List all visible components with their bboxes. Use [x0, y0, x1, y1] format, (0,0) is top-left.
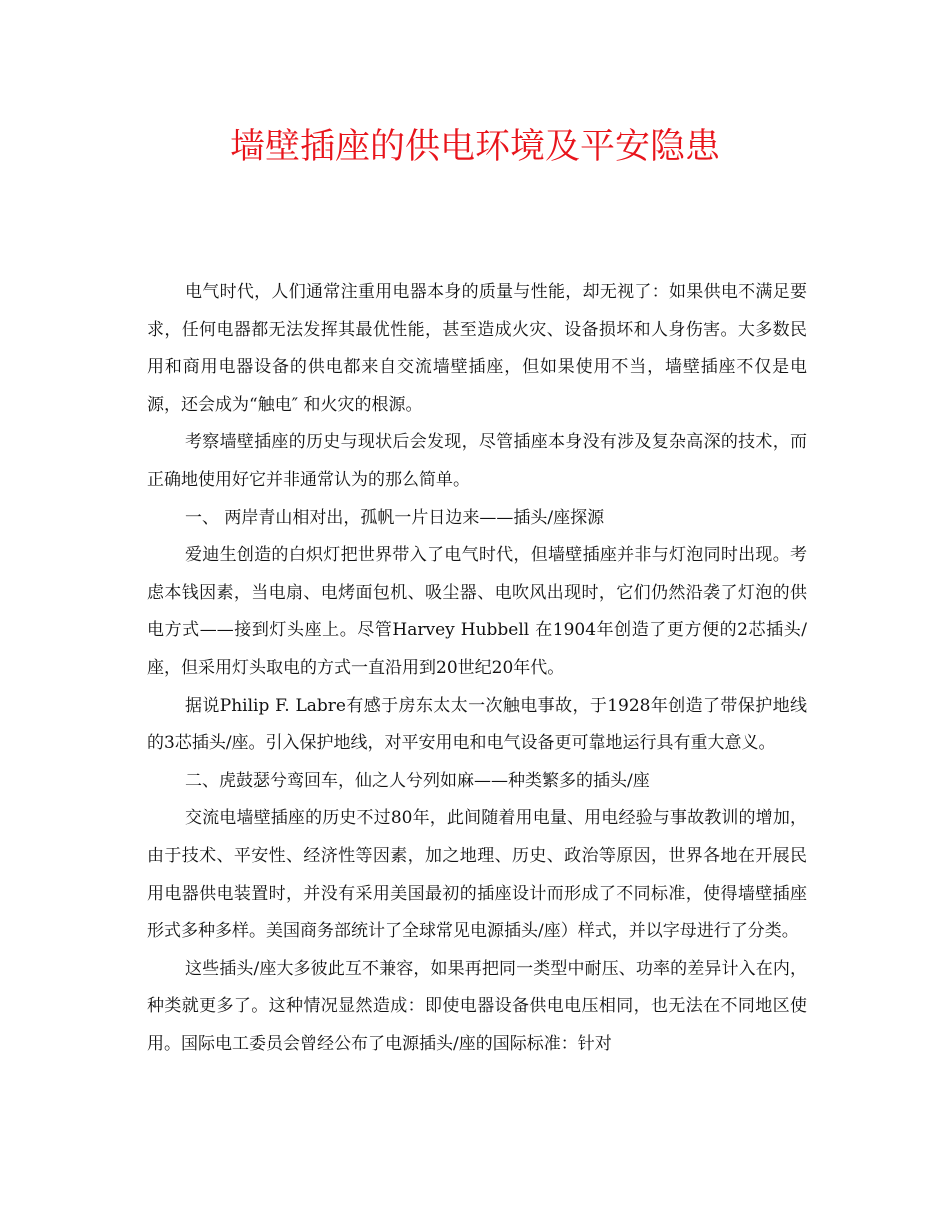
- document-title: 墙壁插座的供电环境及平安隐患: [229, 127, 720, 167]
- section-heading-1: 一、 两岸青山相对出，孤帆一片日边来——插头/座探源: [185, 507, 605, 528]
- document-body: [147, 274, 807, 1063]
- section-heading-2: 二、虎鼓瑟兮鸾回车，仙之人兮列如麻——种类繁多的插头/座: [185, 770, 650, 791]
- paragraph-history-overview: 考察墙壁插座的历史与现状后会发现，尽管插座本身没有涉及复杂高深的技术，而正确地使用好它并非通常认为的那么简单。: [147, 432, 807, 490]
- paragraph-labre: 据说Philip F. Labre有感于房东太太一次触电事故，于1928年创造了带保护地线的3芯插头/座。引入保护地线，对平安用电和电气设备更可靠地运行具有重大意义。: [147, 695, 807, 754]
- paragraph-standards: 交流电墙壁插座的历史不过80年，此间随着用电量、用电经验与事故教训的增加，由于技术、平安性、经济性等因素，加之地理、历史、政治等原因，世界各地在开展民用电器供电装置时，并没有采用美国最初的插座设计而形成了不同标准，使得墙壁插座形式多种多样。美国商务部统计了全球常见电源插头/座）样式，并以字母进行了分类。: [147, 808, 807, 942]
- paragraph-intro: 电气时代，人们通常注重用电器本身的质量与性能，却无视了：如果供电不满足要求，任何电器都无法发挥其最优性能，甚至造成火灾、设备损坏和人身伤害。大多数民用和商用电器设备的供电都来自交流墙壁插座，但如果使用不当，墙壁插座不仅是电源，还会成为“触电″ 和火灾的根源。: [147, 282, 807, 415]
- paragraph-compatibility: 这些插头/座大多彼此互不兼容，如果再把同一类型中耐压、功率的差异计入在内，种类就更多了。这种情况显然造成：即使电器设备供电电压相同，也无法在不同地区使用。国际电工委员会曾经公布了电源插头/座的国际标准：针对: [147, 958, 807, 1054]
- paragraph-edison: 爱迪生创造的白炽灯把世界带入了电气时代，但墙壁插座并非与灯泡同时出现。考虑本钱因素，当电扇、电烤面包机、吸尘器、电吹风出现时，它们仍然沿袭了灯泡的供电方式——接到灯头座上。尽管Harvey Hubbell 在1904年创造了更方便的2芯插头/座，但采用灯头取电的方式一直沿用到20世纪20年代。: [147, 545, 807, 678]
